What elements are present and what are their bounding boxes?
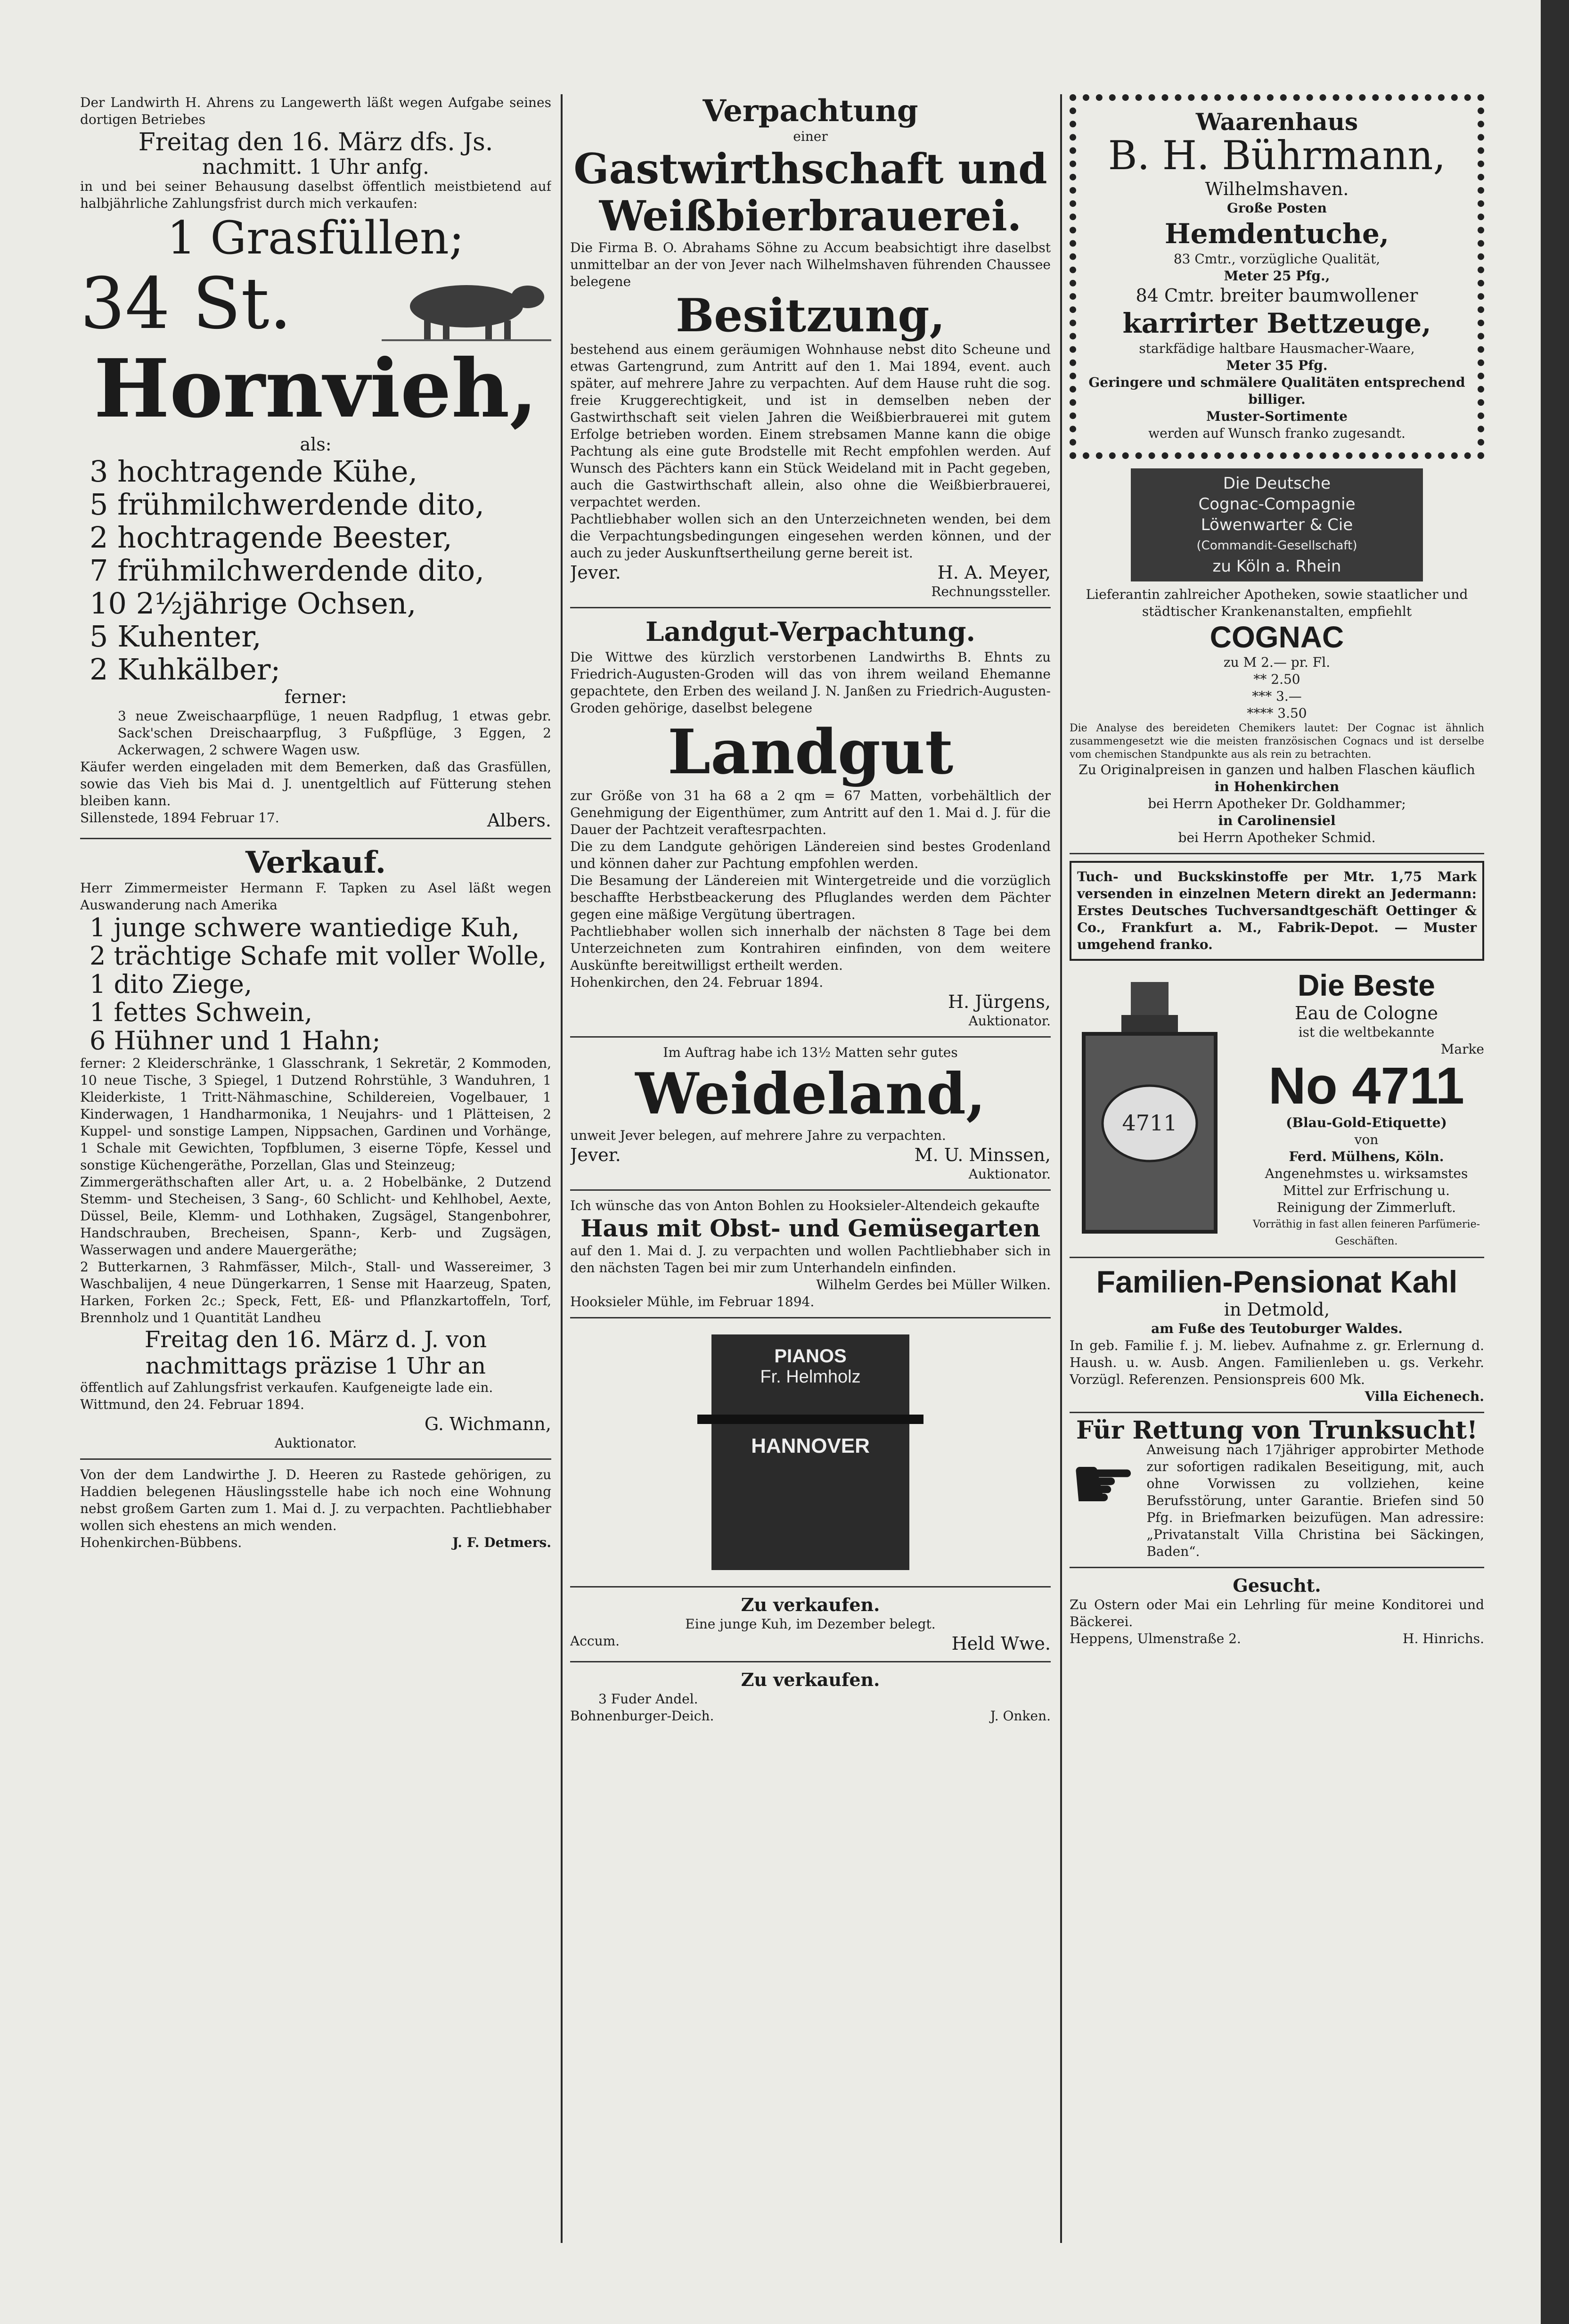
ad-line: zu Köln a. Rhein	[1212, 557, 1341, 576]
ad-line: Die Deutsche	[1223, 474, 1331, 493]
ad-line: Die Analyse des bereideten Chemikers lautet: Der Cognac ist ähnlich zusammengesetzt wie die meisten französischen Cognacs und ist derselbe vom chemischen Standpunkte aus als rein zu betrachten.	[1070, 722, 1484, 761]
ad-heading-3: Besitzung,	[676, 289, 945, 342]
ad-signature: J. F. Detmers.	[452, 1535, 551, 1550]
ad-brand-number: No 4711	[1268, 1057, 1464, 1115]
ad-terms: in und bei seiner Behausung daselbst öffentlich meistbietend auf halbjährliche Zahlungsfrist durch mich verkaufen:	[80, 179, 551, 211]
ad-body: unweit Jever belegen, auf mehrere Jahre zu verpachten.	[570, 1128, 946, 1143]
ad-line: Ferd. Mülhens, Köln.	[1289, 1149, 1444, 1164]
ad-ahrens-auction	[80, 94, 551, 839]
ad-date: Freitag den 16. März dfs. Js.	[138, 128, 493, 156]
ad-line: bei Herrn Apotheker Schmid.	[1178, 830, 1376, 845]
ad-footer	[1070, 1630, 1484, 1647]
ad-heading: Landgut	[667, 716, 954, 788]
ad-product: COGNAC	[1209, 620, 1344, 654]
ad-intro: Der Landwirth H. Ahrens zu Langewerth läßt wegen Aufgabe seines dortigen Betriebes	[80, 95, 551, 127]
ad-buehrmann	[1070, 94, 1484, 459]
ad-body-4: Pachtliebhaber wollen sich innerhalb der nächsten 8 Tage bei dem Unterzeichneten zum Kontrahiren einfinden, von dem weitere Auskünfte bereitwilligst ertheilt werden.	[570, 924, 1051, 973]
piano-keyboard	[697, 1415, 923, 1424]
ad-count: 34 St.	[80, 263, 292, 345]
ad-weideland	[570, 1044, 1051, 1191]
ad-signature: H. Hinrichs.	[1403, 1631, 1484, 1646]
ad-signature: H. Jürgens,	[948, 991, 1051, 1012]
ad-heading-foal: 1 Grasfüllen;	[167, 212, 465, 264]
column-3	[1070, 94, 1484, 2243]
ad-4711-text	[1249, 968, 1484, 1250]
ad-line: Löwenwarter & Cie	[1201, 516, 1353, 534]
scan-edge	[1541, 0, 1569, 2324]
list-item: 10 2½jährige Ochsen,	[90, 586, 417, 621]
column-1	[80, 94, 551, 2243]
list-item: 1 junge schwere wantiedige Kuh,	[90, 913, 520, 942]
cattle-illustration	[382, 264, 551, 344]
ad-footer	[570, 1708, 1051, 1725]
ad-line: Meter 35 Pfg.	[1226, 358, 1328, 373]
list-item: 1 fettes Schwein,	[90, 998, 313, 1027]
list-item: 2 hochtragende Beester,	[90, 520, 452, 555]
ad-heading-2: Weißbierbrauerei.	[599, 191, 1022, 240]
ad-als: als:	[300, 434, 332, 455]
pointing-hand-icon: ☛	[1070, 1440, 1137, 1528]
ad-note: Käufer werden eingeladen mit dem Bemerken, daß das Grasfüllen, sowie das Vieh bis Mai d. J. unentgeltlich auf Fütterung stehen bleiben kann.	[80, 759, 551, 809]
ad-heeren-rental	[80, 1466, 551, 1551]
piano-brand: PIANOS	[774, 1346, 847, 1367]
ad-title: Familien-Pensionat Kahl	[1096, 1264, 1458, 1299]
ad-ferner: ferner:	[284, 687, 347, 707]
ad-title: Zu verkaufen.	[741, 1669, 880, 1690]
ad-body-2: Pachtliebhaber wollen sich an den Unterzeichneten wenden, bei dem die Verpachtungsbedingungen eingesehen werden können, und der auch zu jeder Auskunftsertheilung gerne bereit ist.	[570, 511, 1051, 561]
ad-line: Geringere und schmälere Qualitäten entsprechend billiger.	[1088, 375, 1465, 407]
list-item: 5 Kuhenter,	[90, 619, 262, 654]
ad-line: Marke	[1440, 1041, 1484, 1057]
ad-pensionat	[1070, 1265, 1484, 1413]
ad-line: Vorräthig in fast allen feineren Parfümerie-Geschäften.	[1252, 1219, 1480, 1247]
ad-more: 2 Butterkarnen, 3 Rahmfässer, Milch-, Stall- und Wassereimer, 3 Waschbalijen, 4 neue Düngerkarren, 1 Sense mit Haarzeug, Spaten, Harken, Forken 2c.; Speck, Fett, Eß- und Pflanzkartoffeln, Torf, Brennholz und 1 Quantität Landheu	[80, 1259, 551, 1326]
ad-place: Sillenstede, 1894 Februar 17.	[80, 810, 279, 826]
ad-signature: Villa Eichenech.	[1365, 1389, 1484, 1404]
ad-line: (Commandit-Gesellschaft)	[1196, 539, 1357, 553]
ad-place: Wittmund, den 24. Februar 1894.	[80, 1397, 304, 1412]
ad-heading-1: Gastwirthschaft und	[573, 144, 1047, 193]
ad-line: in Carolinensiel	[1218, 813, 1336, 828]
ad-line: werden auf Wunsch franko zugesandt.	[1148, 426, 1406, 441]
ad-line: Cognac-Compagnie	[1198, 495, 1356, 514]
ad-more: 3 neue Zweischaarpflüge, 1 neuen Radpflug, 1 etwas gebr. Sack'schen Dreischaarpflug, 3 Fußpflüge, 3 Eggen, 2 Ackerwagen, 2 schwere Wagen usw.	[118, 708, 551, 758]
ad-place: Hohenkirchen, den 24. Februar 1894.	[570, 974, 824, 990]
ad-andel	[570, 1669, 1051, 1725]
ad-line: ist die weltbekannte	[1298, 1024, 1435, 1040]
ad-place: Hohenkirchen-Bübbens.	[80, 1535, 242, 1550]
ad-footer	[80, 1534, 551, 1551]
ad-body: auf den 1. Mai d. J. zu verpachten und wollen Pachtliebhaber sich in den nächsten Tagen bei mir zum Unterhandeln einfinden.	[570, 1243, 1051, 1276]
ad-role: Rechnungssteller.	[931, 584, 1051, 599]
ad-line: Zu Originalpreisen in ganzen und halben Flaschen käuflich	[1079, 762, 1475, 777]
ad-line: (Blau-Gold-Etiquette)	[1286, 1115, 1447, 1130]
ad-body: Tuch- und Buckskinstoffe per Mtr. 1,75 Mark versenden in einzelnen Metern direkt an Jedermann: Erstes Deutsches Tuchversandtgeschäft Oettinger & Co., Frankfurt a. M., Fabrik-Depot. — Muster umgehend franko.	[1077, 869, 1477, 952]
ad-gastwirthschaft	[570, 94, 1051, 608]
ad-footer	[570, 1144, 1051, 1166]
piano-illustration	[711, 1334, 909, 1570]
ad-place: Jever.	[570, 1145, 621, 1165]
ad-signature: Albers.	[487, 810, 551, 831]
ad-haus-garten	[570, 1197, 1051, 1318]
ad-gesucht	[1070, 1575, 1484, 1647]
piano-city: HANNOVER	[751, 1434, 870, 1457]
price-row: zu M 2.— pr. Fl.	[1223, 655, 1331, 670]
ad-place: Heppens, Ulmenstraße 2.	[1070, 1631, 1241, 1646]
ad-role: Auktionator.	[968, 1013, 1051, 1029]
ad-footer	[80, 810, 551, 831]
ad-line: Eau de Cologne	[1294, 1003, 1438, 1023]
ad-footer	[570, 562, 1051, 583]
list-item: 5 frühmilchwerdende dito,	[90, 487, 484, 522]
ad-piano	[570, 1325, 1051, 1588]
ad-intro: Die Wittwe des kürzlich verstorbenen Landwirths B. Ehnts zu Friedrich-Augusten-Groden will das von ihrem weiland Ehemanne gepachtete, den Erben des weiland J. N. Janßen zu Friedrich-Augusten-Groden gehörige, daselbst belegene	[570, 649, 1051, 716]
ad-signature: J. Onken.	[990, 1708, 1051, 1724]
ad-einer: einer	[793, 129, 828, 144]
ad-tuchstoffe	[1070, 861, 1484, 961]
column-2	[570, 94, 1051, 2243]
ad-line: bei Herrn Apotheker Dr. Goldhammer;	[1148, 796, 1406, 811]
ad-line: Hemdentuche,	[1164, 218, 1389, 250]
ad-line: karrirter Bettzeuge,	[1122, 307, 1431, 339]
list-item: 2 trächtige Schafe mit voller Wolle,	[90, 941, 547, 971]
ad-line: Meter 25 Pfg.,	[1224, 268, 1330, 284]
ad-line: in Hohenkirchen	[1214, 779, 1340, 794]
ad-title: Zu verkaufen.	[741, 1594, 880, 1615]
ad-heading-cattle: Hornvieh,	[94, 342, 538, 436]
ad-line: 83 Cmtr., vorzügliche Qualität,	[1173, 251, 1381, 267]
ad-line: Die Beste	[1298, 968, 1435, 1002]
ad-line: in Detmold,	[1224, 1299, 1330, 1320]
ad-heading: Haus mit Obst- und Gemüsegarten	[580, 1214, 1040, 1242]
price-row: **** 3.50	[1247, 705, 1307, 721]
ad-body-2: Die zu dem Landgute gehörigen Ländereien sind bestes Grodenland und können daher zur Pachtung empfohlen werden.	[570, 839, 1051, 871]
ad-footer	[570, 1633, 1051, 1654]
ad-tools: Zimmergeräthschaften aller Art, u. a. 2 Hobelbänke, 2 Dutzend Stemm- und Stecheisen, 3 Sang-, 60 Schlicht- und Kehlhobel, Aexte, Düssel, Beile, Klemm- und Lothhaken, Zugsägel, Stangenbohrer, Handschrauben, Brecheisen, Spann-, Kerb- und Zugsägen, Wasserwagen und andere Mauergeräthe;	[80, 1174, 551, 1258]
column-rule	[561, 94, 563, 2243]
ad-landgut	[570, 615, 1051, 1038]
ad-body: 3 Fuder Andel.	[598, 1691, 698, 1707]
ad-role: Auktionator.	[968, 1166, 1051, 1182]
list-item: 3 hochtragende Kühe,	[90, 454, 418, 489]
ad-intro: Ich wünsche das von Anton Bohlen zu Hooksieler-Altendeich gekaufte	[570, 1198, 1040, 1213]
cognac-banner	[1131, 468, 1423, 581]
ad-tapken-sale	[80, 846, 551, 1460]
ad-line: Waarenhaus	[1195, 108, 1358, 136]
animal-list	[90, 914, 551, 1055]
ad-line: am Fuße des Teutoburger Waldes.	[1151, 1321, 1403, 1336]
ad-line: Lieferantin zahlreicher Apotheken, sowie staatlicher und städtischer Krankenanstalten, empfiehlt	[1086, 587, 1468, 619]
ad-line: starkfädige haltbare Hausmacher-Waare,	[1139, 341, 1415, 356]
newspaper-page	[71, 75, 1494, 2262]
price-row: *** 3.—	[1252, 688, 1302, 704]
ad-body: Zu Ostern oder Mai ein Lehrling für meine Konditorei und Bäckerei.	[1070, 1597, 1484, 1629]
ad-title: Für Rettung von Trunksucht!	[1076, 1416, 1478, 1445]
ad-role: Auktionator.	[274, 1435, 357, 1451]
list-item: 6 Hühner und 1 Hahn;	[90, 1026, 381, 1056]
ad-line: Muster-Sortimente	[1206, 409, 1348, 424]
ad-body-3: Die Besamung der Ländereien mit Wintergetreide und die vorzüglich beschaffte Herbstbeackerung des Pfluglandes werden dem Pächter gegen eine mäßige Vergütung übertragen.	[570, 873, 1051, 922]
ad-body: Von der dem Landwirthe J. D. Heeren zu Rastede gehörigen, zu Haddien belegenen Häuslingsstelle habe ich noch eine Wohnung nebst großem Garten zum 1. Mai d. J. zu verpachten. Pachtliebhaber wollen sich ehestens an mich wenden.	[80, 1467, 551, 1533]
ad-heading: Weideland,	[635, 1061, 986, 1127]
ad-signature: G. Wichmann,	[424, 1414, 551, 1434]
ad-date: Freitag den 16. März d. J. von nachmittags präzise 1 Uhr an	[144, 1326, 487, 1379]
ad-body: zur Größe von 31 ha 68 a 2 qm = 67 Matten, vorbehältlich der Genehmigung der Eigenthümer, zum Antritt auf den 1. Mai d. J. für die Dauer der Pachtzeit veraftesrpachten.	[570, 788, 1051, 837]
ad-body: Anweisung nach 17jähriger approbirter Methode zur sofortigen radikalen Beseitigung, mit, auch ohne Vorwissen zu vollziehen, keine Berufsstörung, unter Garantie. Briefen sind 50 Pfg. in Briefmarken beizufügen. Man adressire: „Privatanstalt Villa Christina bei Säckingen, Baden“.	[1146, 1442, 1484, 1559]
ad-place: Bohnenburger-Deich.	[570, 1708, 714, 1724]
cattle-list	[90, 455, 551, 686]
price-row: ** 2.50	[1253, 671, 1300, 687]
ad-household-items: ferner: 2 Kleiderschränke, 1 Glasschrank, 1 Sekretär, 2 Kommoden, 10 neue Tische, 3 Spiegel, 1 Dutzend Rohrstühle, 3 Wanduhren, 1 Kleiderkiste, 1 Tritt-Nähmaschine, Schildereien, Vogelbauer, 1 Kinderwagen, 1 Handharmonika, 1 Neujahrs- und 1 Plätteisen, 2 Kuppel- und sonstige Lampen, Nippsachen, Gardinen und Vorhänge, 1 Schale mit Gewichten, Topfblumen, 3 eiserne Töpfe, Kessel und sonstige Küchengeräthe, Porzellan, Glas und Steinzeug;	[80, 1056, 551, 1173]
ad-title: Verkauf.	[245, 845, 386, 880]
ad-place: Accum.	[570, 1633, 620, 1649]
ad-line: von	[1354, 1132, 1379, 1147]
ad-body: bestehend aus einem geräumigen Wohnhause nebst dito Scheune und etwas Gartengrund, zum Antritt auf den 1. Mai 1894, event. auch später, auf mehrere Jahre zu verpachten. Auf dem Hause ruht die sog. freie Kruggerechtigkeit, und ist in demselben neben der Gastwirthschaft seit vielen Jahren die Weißbierbrauerei mit gutem Erfolge betrieben worden. Einem strebsamen Manne kann die obige Pachtung als eine gute Brodstelle mit Recht empfohlen werden. Auf Wunsch des Pächters kann ein Stück Weideland mit in Pacht gegeben, auch die Gastwirthschaft allein, also ohne die Weißbierbrauerei, verpachtet werden.	[570, 342, 1051, 510]
ad-count-row	[80, 264, 551, 344]
list-item: 1 dito Ziege,	[90, 969, 253, 999]
ad-intro: Herr Zimmermeister Hermann F. Tapken zu Asel läßt wegen Auswanderung nach Amerika	[80, 880, 551, 913]
cognac-price-list	[1070, 654, 1484, 722]
list-item: 7 frühmilchwerdende dito,	[90, 553, 484, 588]
column-rule	[1060, 94, 1062, 2243]
ad-signature: Wilhelm Gerdes bei Müller Wilken.	[816, 1277, 1051, 1293]
bottle-label: 4711	[1122, 1110, 1177, 1136]
ad-signature: H. A. Meyer,	[937, 562, 1051, 583]
ad-content	[1070, 1441, 1484, 1560]
ad-line: Wilhelmshaven.	[1205, 179, 1349, 199]
ad-line: Angenehmstes u. wirksamstes Mittel zur Erfrischung u. Reinigung der Zimmerluft.	[1265, 1166, 1468, 1215]
ad-place: Hooksieler Mühle, im Februar 1894.	[570, 1294, 815, 1309]
ad-time: nachmitt. 1 Uhr anfg.	[202, 155, 430, 179]
ad-store-name: B. H. Bührmann,	[1108, 132, 1446, 179]
ad-line: Große Posten	[1226, 200, 1327, 216]
ad-4711	[1070, 968, 1484, 1258]
ad-title: Landgut-Verpachtung.	[645, 616, 976, 647]
cologne-bottle-illustration	[1070, 977, 1230, 1241]
ad-signature: M. U. Minssen,	[914, 1145, 1051, 1165]
ad-intro: Die Firma B. O. Abrahams Söhne zu Accum beabsichtigt ihre daselbst unmittelbar an der von Jever nach Wilhelmshaven führenden Chaussee belegene	[570, 240, 1051, 289]
ad-signature: Held Wwe.	[951, 1633, 1051, 1654]
ad-title: Verpachtung	[703, 94, 918, 129]
ad-body: Eine junge Kuh, im Dezember belegt.	[685, 1616, 936, 1632]
ad-line: 84 Cmtr. breiter baumwollener	[1136, 285, 1418, 306]
ad-cognac	[1070, 468, 1484, 854]
ad-terms: öffentlich auf Zahlungsfrist verkaufen. Kaufgeneigte lade ein.	[80, 1380, 493, 1395]
list-item: 2 Kuhkälber;	[90, 652, 281, 687]
ad-place: Jever.	[570, 562, 621, 583]
ad-kuh	[570, 1594, 1051, 1662]
ad-body: In geb. Familie f. j. M. liebev. Aufnahme z. gr. Erlernung d. Haush. u. w. Ausb. Angen. Familienleben u. gs. Verkehr. Vorzügl. Referenzen. Pensionspreis 600 Mk.	[1070, 1338, 1484, 1387]
ad-intro: Im Auftrag habe ich 13½ Matten sehr gutes	[663, 1045, 958, 1060]
piano-maker: Fr. Helmholz	[760, 1367, 861, 1387]
ad-trunksucht	[1070, 1416, 1484, 1568]
ad-title: Gesucht.	[1233, 1575, 1321, 1596]
